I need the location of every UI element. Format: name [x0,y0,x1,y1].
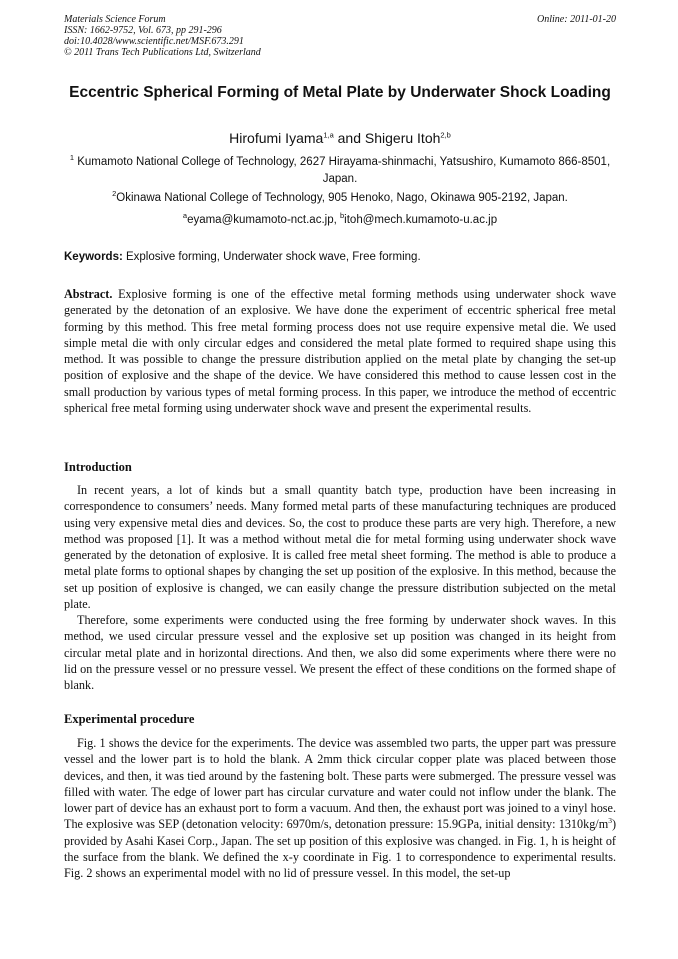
abstract-text: Explosive forming is one of the effective metal forming methods using underwater shock wave generated by the detonation of an explosive. We have done the experiment of eccentric spherical free metal forming by this method. This free metal forming process does not use require expensive metal die. We used simple metal die with only circular edges and considered the metal plate formed to required shape using this method. It was possible to change the pressure distribution applied on the metal plate by changing the set-up position of explosive and the shape of the device. We have considered this method to cause lessen cost in the small production by various types of metal forming process. In this paper, we introduce the method of eccentric spherical free metal forming using underwater shock wave and present the experimental results. [64,287,616,416]
author-2-marker: 2,b [440,130,451,140]
journal-name: Materials Science Forum [64,14,166,25]
abstract [64,286,616,416]
affiliation-1-marker: 1 [69,153,75,163]
journal-copyright: © 2011 Trans Tech Publications Ltd, Switzerland [64,47,261,58]
email-a-marker: a [182,211,188,221]
procedure-superscript: 3 [608,816,612,826]
introduction-heading: Introduction [64,460,132,474]
author-2: Shigeru Itoh [364,130,441,146]
keywords [64,250,616,265]
online-date: Online: 2011-01-20 [537,14,616,25]
introduction-paragraph-2: Therefore, some experiments were conducted using the free forming by underwater shock waves. In this method, we used circular pressure vessel and the explosive set up position was changed in its height from circular metal plate and in horizontal directions. And then, we also did some experiments where there were no lid on the pressure vessel or no pressure vessel. We present the effect of these conditions on the formed shape of blank. [64,613,616,693]
author-conjunction: and [333,130,365,146]
author-line [64,130,616,147]
abstract-label: Abstract. [64,287,113,301]
introduction-paragraph-1: In recent years, a lot of kinds but a small quantity batch type, production have been increasing in correspondence to consumers’ needs. Many formed metal parts of these manufacturing techniques are produced using very expensive metal dies and devices. So, the cost to produce these parts are very high. Therefore, a new method was proposed [1]. It was a method without metal die for metal forming using underwater shock wave generated by the detonation of explosive. It is called free metal sheet forming. The method is able to produce a metal plate forms to optional shapes by changing the set up position of the explosive. In this method, because the set up position of explosive is changed, we can easily change the pressure distribution subjected on the metal plate. [64,483,616,612]
procedure-paragraph-1 [64,735,616,882]
procedure-text-a: Fig. 1 shows the device for the experiments. The device was assembled two parts, the upper part was pressure vessel and the lower part is to hold the blank. A 2mm thick circular copper plate was placed between those devices, and then, it was tied around by the fastening bolt. These parts were submerged. The pressure vessel was filled with water. The edge of lower part has circular curvature and water could not inflow under the blank. The lower part of device has an exhaust port to form a vacuum. And then, the exhaust port was joined to a vinyl hose. The explosive was SEP (detonation velocity: 6970m/s, detonation pressure: 15.9GPa, initial density: 1310kg/m [64,736,616,832]
keywords-label: Keywords: [64,251,123,263]
affiliation-1-text: Kumamoto National College of Technology, 2627 Hirayama-shinmachi, Yatsushiro, Kumamoto 866-8501, Japan. [74,156,611,185]
procedure-text-b: ) provided by Asahi Kasei Corp., Japan. The set up position of this explosive was changed. in Fig. 1, h is height of the surface from the blank. We defined the x-y coordinate in Fig. 1 to correspondence to experimental results. Fig. 2 shows an experimental model with no lid of pressure vessel. In this model, the set-up [64,817,616,881]
author-emails [64,212,616,229]
procedure-heading: Experimental procedure [64,712,195,726]
email-b-marker: b [340,211,345,221]
journal-header [64,14,616,58]
paper-title: Eccentric Spherical Forming of Metal Plate by Underwater Shock Loading [69,84,611,101]
affiliation-2-text: Okinawa National College of Technology, 905 Henoko, Nago, Okinawa 905-2192, Japan. [116,192,568,204]
affiliation-2 [64,190,616,207]
keywords-text: Explosive forming, Underwater shock wave, Free forming. [122,251,421,263]
affiliation-1 [64,154,616,188]
author-1: Hirofumi Iyama [229,130,324,146]
journal-issn: ISSN: 1662-9752, Vol. 673, pp 291-296 [64,25,222,36]
affiliation-2-marker: 2 [112,189,117,199]
author-1-marker: 1,a [323,130,334,140]
email-a[interactable]: eyama@kumamoto-nct.ac.jp, [187,214,340,226]
journal-doi: doi:10.4028/www.scientific.net/MSF.673.291 [64,36,244,47]
email-b[interactable]: itoh@mech.kumamoto-u.ac.jp [344,214,498,226]
